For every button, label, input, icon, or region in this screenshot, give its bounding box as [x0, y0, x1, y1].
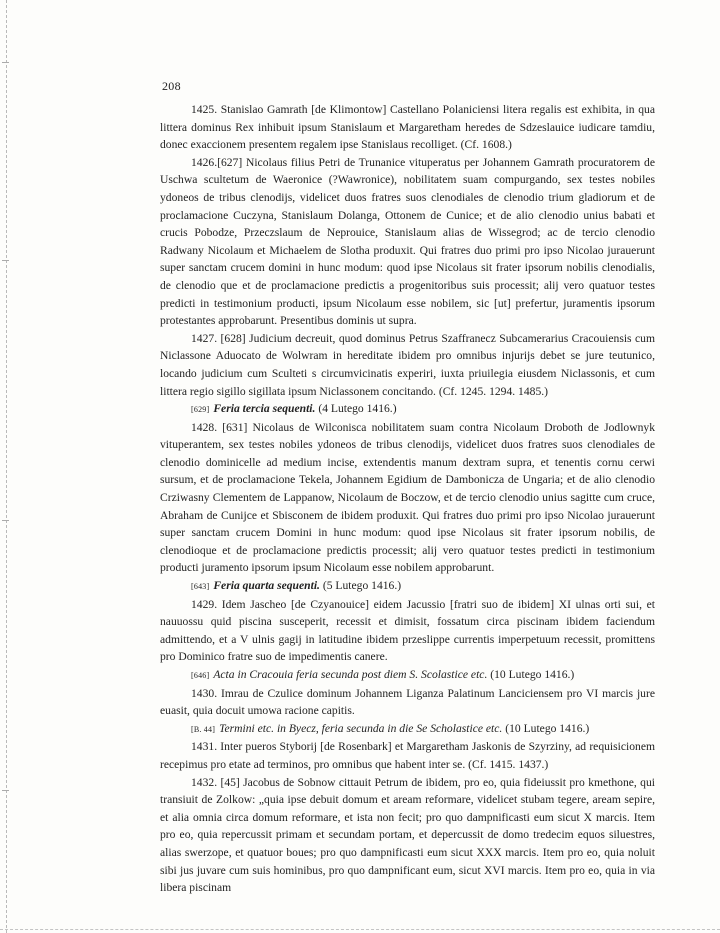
entry-1426: 1426.[627] Nicolaus filius Petri de Trunanice vituperatus per Johannem Gamrath procuratorem de Uschwa scultetum de Waeronice (?Wawronice), nobilitatem suam compurgando, sex testes nobiles ydoneos de tribus clenodijs, videlicet duos fratres suos clenodiales de clenodio trium gladiorum et de proclamacione Cuczyna, Stanislaum Dolanga, Ottonem de Cunice; et de alio clenodio unius babati et crucis Pobodze, Przeczslaum de Neprouice, Stanislaum alias de Wissegrod; ac de tercio clenodio Radwany Nicolaum et Michaelem de Slotha produxit. Qui fratres duo primi pro ipso Nicolao jurauerunt super sanctam crucem domini in hunc modum: quod ipse Nicolaus sit frater ipsorum nobilis clenodialis, de clenodio que et de proclamacione predictis a progenitoribus suis processit; alij vero quatuor testes predicti in testimonium producti, ipsum Nicolaum esse nobilem, sic [ut] prefertur, juramentis ipsorum protestantes approbarunt. Presentibus dominis ut supra.	[160, 155, 655, 328]
entry-1425: 1425. Stanislao Gamrath [de Klimontow] Castellano Polaniciensi litera regalis est exhibita, in qua littera dominus Rex inhibuit ipsum Stanislaum et Margaretham heredes de Sdzeslauice iudicare tamdiu, donec exaccionem presentem regalem ipse Stanislaus recolliget. (Cf. 1608.)	[160, 103, 655, 152]
heading-folio-ref: [643]	[191, 582, 210, 592]
document-body	[160, 101, 655, 897]
entry-1428: 1428. [631] Nicolaus de Wilconisca nobilitatem suam contra Nicolaum Droboth de Jodlownyk vituperantem, sex testes nobiles ydoneos de tribus clenodijs, videlicet duos fratres suos clenodiales de clenodio dominicelle ad medium incise, extendentis manum dextram supra, et tenentis cornu cerwi sursum, et de proclamacione Tekela, Johannem Egidium de Dambonicza de Ungaria; et de alio clenodio Crziwasny Clementem de Lappanow, Nicolaum de Boczow, et de tercio clenodio unius sagitte cum cruce, Abraham de Cunijce et Sbisconem de ibidem produxit. Qui fratres duo primi pro ipso Nicolao jurauerunt super sanctam crucem Domini in hunc modum: quod ipse Nicolaus sit frater ipsorum nobilis, de clenodioque et de proclamacione predictis processit; alij vero quatuor testes predicti in testimonium producti juramento ipsorum ipsum Nicolaum esse nobilem approbarunt.	[160, 420, 655, 575]
entry-1431: 1431. Inter pueros Styborij [de Rosenbark] et Margaretham Jaskonis de Szyrziny, ad requisicionem recepimus pro etate ad terminos, pro omnibus que habent inter se. (Cf. 1415. 1437.)	[160, 740, 655, 771]
heading-date: (10 Lutego 1416.)	[490, 668, 575, 681]
scan-mark	[2, 790, 9, 791]
heading-folio-ref: [B. 44]	[191, 724, 216, 734]
scan-mark	[2, 62, 9, 63]
heading-date: (10 Lutego 1416.)	[505, 721, 590, 735]
entry-1432: 1432. [45] Jacobus de Sobnow cittauit Petrum de ibidem, pro eo, quia fideiussit pro kmethone, qui transiuit de Zolkow: „quia ipse debuit domum et aream reformare, videlicet stubam tegere, aream sepire, et alia omnia circa domum reformare, et ista non fecit; pro quo dampnificasti eum sicut X marcis. Item pro eo, quia repercussit primam et secundam portam, et depercussit de domo tredecim equos siluestres, alias swerzope, et quatuor boues; pro quo dampnificasti eum sicut XXX marcis. Item pro eo, quia noluit sibi jus juvare cum suis hominibus, pro quo dampnificant eum, sicut XVI marcis. Item pro eo, quia in via libera piscinam	[160, 775, 655, 895]
entry-1429: 1429. Idem Jascheo [de Czyanouice] eidem Jacussio [fratri suo de ibidem] XI ulnas orti sui, et nauuossu quid piscina susceperit, recessit et dimisit, fossatum circa piscinam ibidem faciendum admittendo, et a V ulnis gagij in latitudine ibidem przeslippe currentis imperpetuum recessit, promittens pro Dominico fratre suo de impedimentis canere.	[160, 597, 655, 664]
scan-edge-bottom	[0, 929, 720, 930]
entry-1427: 1427. [628] Judicium decreuit, quod dominus Petrus Szaffranecz Subcamerarius Cracouiensis cum Niclassone Aduocato de Wolwram in hereditate ibidem pro omnibus injurijs debet se jure teutunico, locando judicium cum Sculteti s circumvicinatis experiri, iuxta priuilegia eiusdem Niclassonis, et cum littera regio sigillo sigillata ipsum Niclassonem concitando. (Cf. 1245. 1294. 1485.)	[160, 331, 655, 398]
section-heading	[160, 666, 655, 685]
heading-folio-ref: [646]	[191, 671, 210, 680]
heading-title: Acta in Cracouia feria secunda post diem S. Scolastice etc.	[213, 668, 488, 681]
heading-folio-ref: [629]	[191, 405, 210, 415]
heading-title: Feria tercia sequenti.	[213, 402, 316, 416]
scan-edge-left	[6, 0, 7, 933]
section-heading	[160, 720, 655, 739]
section-heading	[160, 577, 655, 596]
heading-date: (5 Lutego 1416.)	[322, 579, 402, 593]
heading-date: (4 Lutego 1416.)	[318, 402, 397, 416]
heading-title: Termini etc. in Byecz, feria secunda in die Se Scholastice etc.	[219, 721, 503, 735]
section-heading	[160, 400, 655, 419]
page-number: 208	[162, 79, 181, 93]
entry-1430: 1430. Imrau de Czulice dominum Johannem Liganza Palatinum Lanciciensem pro VI marcis jure euasit, quia docuit umowa racione capitis.	[160, 686, 655, 718]
scan-mark	[2, 520, 9, 521]
heading-title: Feria quarta sequenti.	[213, 579, 320, 593]
scan-mark	[2, 260, 9, 261]
